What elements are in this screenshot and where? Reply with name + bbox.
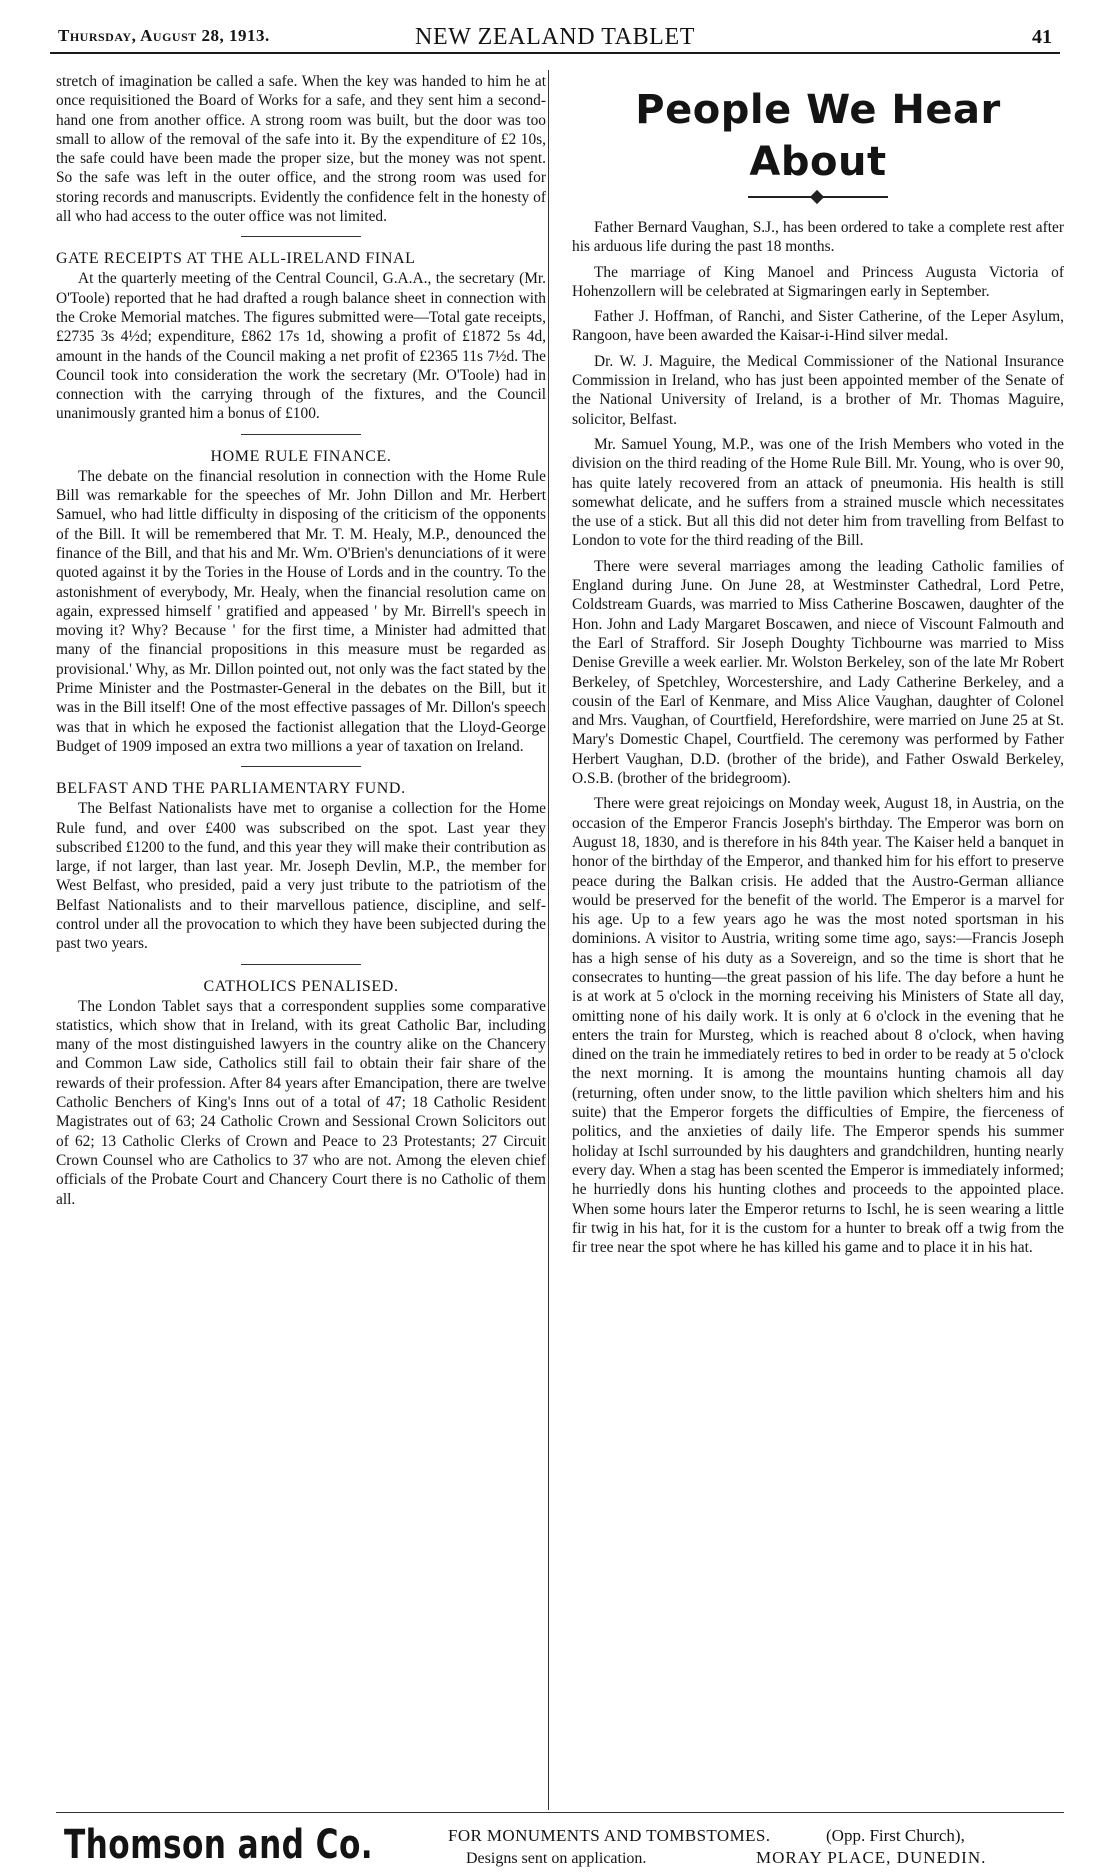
section-divider xyxy=(241,964,361,965)
section-body-gate-receipts: At the quarterly meeting of the Central Council, G.A.A., the secretary (Mr. O'Toole) reported that he had drafted a rough balance sheet in connection with the Croke Memorial matches. The figures submitted were—Total gate receipts, £2735 3s 4½d; expenditure, £862 17s 1d, showing a profit of £1872 5s 4d, amount in the hands of the Council making a net profit of £2365 11s 7½d. The Council took into consideration the work the secretary (Mr. O'Toole) had in connection with the carrying through of the fixtures, and the Council unanimously granted him a bonus of £100. xyxy=(56,270,546,423)
issue-date: Thursday, August 28, 1913. xyxy=(58,26,270,45)
news-item: Mr. Samuel Young, M.P., was one of the Irish Members who voted in the division on the third reading of the Home Rule Bill. Mr. Young, who is over 90, has quite lately recovered from an attack of pneumonia. His health is still somewhat delicate, and he suffers from a strained muscle which necessitates the use of a stick. But all this did not deter him from travelling from Belfast to London to vote for the third reading of the Bill. xyxy=(572,435,1064,550)
section-heading-belfast-fund: BELFAST AND THE PARLIAMENTARY FUND. xyxy=(56,780,406,798)
news-item: Father J. Hoffman, of Ranchi, and Sister Catherine, of the Leper Asylum, Rangoon, have been awarded the Kaisar-i-Hind silver medal. xyxy=(572,308,1064,345)
section-body-home-rule-finance: The debate on the financial resolution in connection with the Home Rule Bill was remarkable for the speeches of Mr. John Dillon and Mr. Herbert Samuel, who had little difficulty in disposing of the criticism of the opponents of the Bill. It will be remembered that Mr. T. M. Healy, M.P., denounced the finance of the Bill, and that his and Mr. Wm. O'Brien's denunciations of it were quoted against it by the Tories in the House of Lords and in the country. To the astonishment of everybody, Mr. Healy, when the financial resolution came on again, expressed himself ' gratified and appeased ' by Mr. Birrell's speech in moving it? Why? Because ' for the first time, a Minister had admitted that many of the financial propositions in this measure must be regarded as provisional.' Why, as Mr. Dillon pointed out, not only was the fact stated by the Prime Minister and the Postmaster-General in the debates on the Bill, but it was in the Bill itself! One of the most effective passages of Mr. Dillon's speech was that in which he exposed the factionist allegation that the Lloyd-George Budget of 1909 imposed an extra two millions a year of taxation on Ireland. xyxy=(56,467,546,755)
continued-paragraph: stretch of imagination be called a safe. When the key was handed to him he at once requisitioned the Board of Works for a safe, and they sent him a second-hand one from another office. A strong room was built, but the door was too small to allow of the removal of the safe into it. By the expenditure of £2 10s, the safe could have been made the proper size, but the money was not spent. So the safe was left in the outer office, and the strong room was used for storing records and manuscripts. Evidently the confidence felt in the honesty of all who had access to the outer office was not limited. xyxy=(56,73,546,226)
advertiser-name: Thomson and Co. xyxy=(64,1822,374,1868)
advert-address: MORAY PLACE, DUNEDIN. xyxy=(756,1848,987,1867)
news-item: Father Bernard Vaughan, S.J., has been ordered to take a complete rest after his arduous life during the past 18 months. xyxy=(572,219,1064,256)
section-body-catholics-penalised: The London Tablet says that a correspondent supplies some comparative statistics, which show that in Ireland, with its great Catholic Bar, including many of the most distinguished lawyers in the country alike on the Chancery and Common Law side, Catholics still fail to obtain their fair share of the rewards of their profession. After 84 years after Emancipation, there are twelve Catholic Benchers of King's Inns out of a total of 47; 18 Catholic Resident Magistrates out of 63; 24 Catholic Crown and Sessional Crown Solicitors out of 62; 13 Catholic Clerks of Crown and Peace to 23 Protestants; 27 Circuit Crown Counsel who are Catholics to 37 who are not. Among the eleven chief officials of the Probate Court and Chancery Court there is no Catholic of them all. xyxy=(56,997,546,1208)
title-ornament xyxy=(748,192,888,202)
section-heading-gate-receipts: GATE RECEIPTS AT THE ALL-IRELAND FINAL xyxy=(56,250,416,268)
advertisement xyxy=(56,1824,1064,1872)
advert-service: FOR MONUMENTS AND TOMBSTOMES. xyxy=(448,1826,771,1845)
news-item: There were great rejoicings on Monday week, August 18, in Austria, on the occasion of the Emperor Francis Joseph's birthday. The Emperor was born on August 18, 1830, and is therefore in his 84th year. The Kaiser held a banquet in honor of the birthday of the Emperor, and thanked him for his effort to preserve peace during the Balkan crisis. He added that the Austro-German alliance would be preserved for the benefit of the world. The Emperor is a marvel for his age. Up to a few years ago he was the most noted sportsman in his dominions. A visitor to Austria, writing some time ago, says:—Francis Joseph has a high sense of his duty as a Sovereign, and so the time is short that he consecrates to hunting—the great passion of his life. The day before a hunt he is at work at 5 o'clock in the morning receiving his Ministers of State all day, omitting none of his daily work. It is only at 6 o'clock in the evening that he enters the train for Mursteg, which is reached about 8 o'clock, when having dined on the train he immediately retires to bed in order to be ready at 5 o'clock the next morning. It is among the mountains hunting chamois all day (returning, often under snow, to the little pavilion which shelters him and his suite) that the Emperor forgets the difficulties of Empire, the fierceness of politics, and the anxieties of daily life. The Emperor spends his summer holiday at Ischl surrounded by his daughters and grandchildren, hunting nearly every day. When a stag has been scented the Emperor is immediately informed; he hurriedly dons his hunting clothes and proceeds to the appointed place. When some hours later the Emperor returns to Ischl, he is seen wearing a little fir twig in his hat, for it is the custom for a hunter to break off a twig from the fir tree near the spot where he has killed his game and to place it in his hat. xyxy=(572,795,1064,1257)
section-heading-catholics-penalised: CATHOLICS PENALISED. xyxy=(203,977,399,995)
section-divider xyxy=(241,766,361,767)
news-item: The marriage of King Manoel and Princess Augusta Victoria of Hohenzollern will be celebrated at Sigmaringen early in September. xyxy=(572,263,1064,300)
section-divider xyxy=(241,236,361,237)
section-title-people: People We Hear About xyxy=(635,87,1001,185)
right-column xyxy=(572,72,1064,1263)
left-column xyxy=(56,72,546,1215)
advert-location-note: (Opp. First Church), xyxy=(826,1826,965,1845)
section-heading-home-rule-finance: HOME RULE FINANCE. xyxy=(210,447,392,465)
section-divider xyxy=(241,434,361,435)
news-item: Dr. W. J. Maguire, the Medical Commissioner of the National Insurance Commission in Ireland, who has just been appointed member of the Senate of the National University of Ireland, is a brother of Mr. Thomas Maguire, solicitor, Belfast. xyxy=(572,352,1064,428)
advert-designs-note: Designs sent on application. xyxy=(466,1850,647,1867)
footer-divider xyxy=(56,1812,1064,1813)
masthead xyxy=(50,22,1060,54)
newspaper-title: NEW ZEALAND TABLET xyxy=(415,24,695,50)
news-item: There were several marriages among the leading Catholic families of England during June. On June 28, at Westminster Cathedral, Lord Petre, Coldstream Guards, was married to Miss Catherine Boscawen, daughter of the Hon. John and Lady Margaret Boscawen, and niece of Viscount Falmouth and the Earl of Strafford. Sir Joseph Doughty Tichbourne was married to Miss Denise Greville a week earlier. Mr. Wolston Berkeley, son of the late Mr Robert Berkeley, of Spetchley, Worcestershire, and Lady Catherine Berkeley, and a cousin of the Earl of Kenmare, and Miss Alice Vaughan, daughter of Colonel and Mrs. Vaughan, of Courtfield, Herefordshire, were married on June 25 at St. Mary's Domestic Chapel, Courtfield. The ceremony was performed by Father Herbert Vaughan, D.D. (brother of the bride), and Father Oswald Berkeley, O.S.B. (brother of the bridegroom). xyxy=(572,557,1064,788)
column-divider xyxy=(548,70,549,1810)
page-number: 41 xyxy=(1032,26,1052,48)
section-body-belfast-fund: The Belfast Nationalists have met to organise a collection for the Home Rule fund, and over £400 was subscribed on the spot. Last year they subscribed £1200 to the fund, and this year they will make their contribution as large, if not larger, than last year. Mr. Joseph Devlin, M.P., the member for West Belfast, who presided, paid a very just tribute to the patriotism of the Belfast Nationalists and to their marvellous patience, discipline, and self-control under all the provocation to which they have been subjected during the past two years. xyxy=(56,800,546,953)
